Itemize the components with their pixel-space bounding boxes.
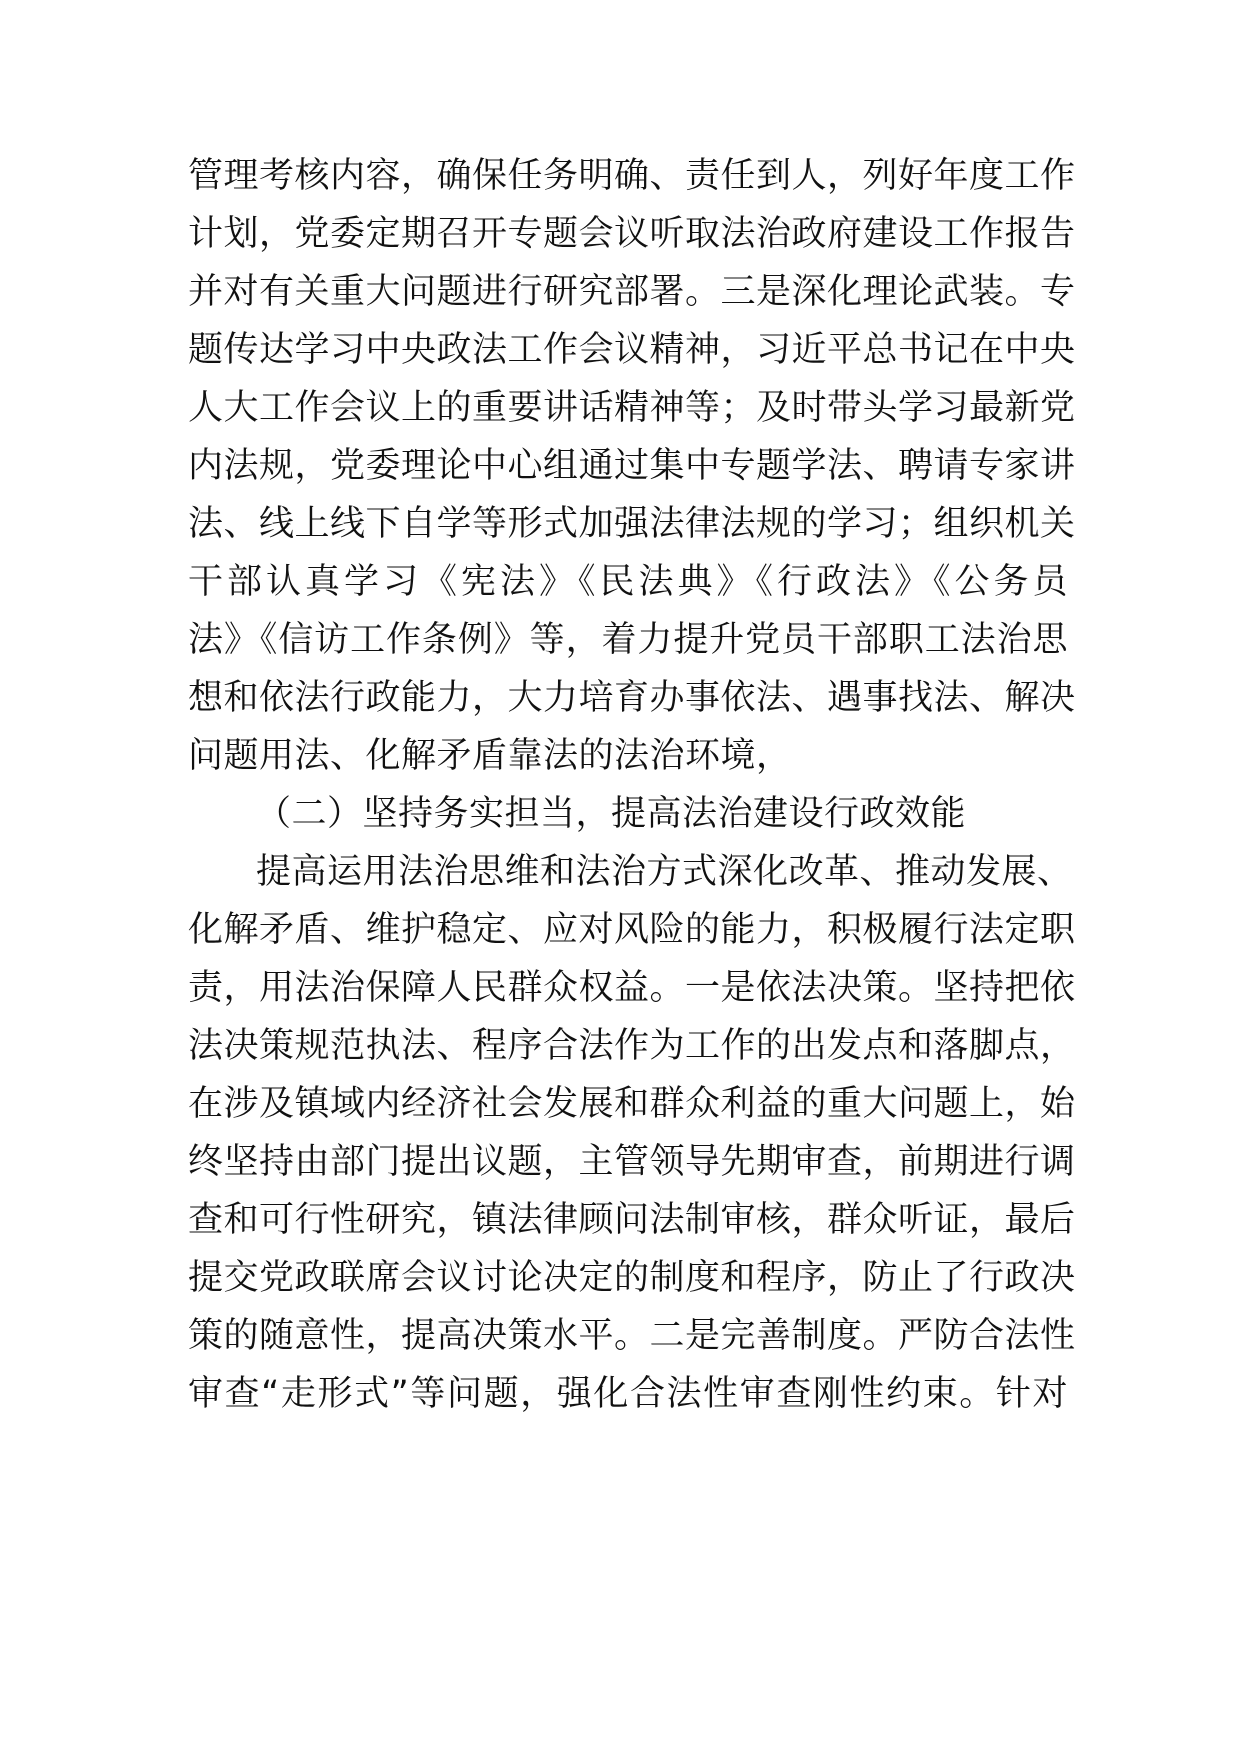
paragraph-first-line: 提高运用法治思维和法治方式深化改革、推动发展、: [256, 852, 1073, 892]
body-text-line: 责，用法治保障人民群众权益。一是依法决策。坚持把依: [188, 968, 1076, 1008]
body-text-line: 法》《信访工作条例》等，着力提升党员干部职工法治思: [188, 620, 1068, 660]
body-text-line: 计划，党委定期召开专题会议听取法治政府建设工作报告: [188, 214, 1076, 254]
body-text-line: 审查“走形式”等问题，强化合法性审查刚性约束。针对: [188, 1374, 1068, 1414]
body-text-line: 干部认真学习《宪法》《民法典》《行政法》《公务员: [188, 562, 1068, 602]
body-text-line: 查和可行性研究，镇法律顾问法制审核，群众听证，最后: [188, 1200, 1076, 1240]
body-text-line: 并对有关重大问题进行研究部署。三是深化理论武装。专: [188, 272, 1076, 312]
body-text-line: 想和依法行政能力，大力培育办事依法、遇事找法、解决: [188, 678, 1076, 718]
body-text-line: 终坚持由部门提出议题，主管领导先期审查，前期进行调: [188, 1142, 1076, 1182]
body-text-line: 化解矛盾、维护稳定、应对风险的能力，积极履行法定职: [188, 910, 1076, 950]
body-text-line: 策的随意性，提高决策水平。二是完善制度。严防合法性: [188, 1316, 1076, 1356]
section-heading: （二）坚持务实担当，提高法治建设行政效能: [256, 794, 967, 834]
body-text-line: 题传达学习中央政法工作会议精神，习近平总书记在中央: [188, 330, 1076, 370]
body-text-line: 人大工作会议上的重要讲话精神等；及时带头学习最新党: [188, 388, 1076, 428]
body-text-line: 法、线上线下自学等形式加强法律法规的学习；组织机关: [188, 504, 1076, 544]
body-text-line: 提交党政联席会议讨论决定的制度和程序，防止了行政决: [188, 1258, 1076, 1298]
body-text-line: 内法规，党委理论中心组通过集中专题学法、聘请专家讲: [188, 446, 1076, 486]
body-text-line: 管理考核内容，确保任务明确、责任到人，列好年度工作: [188, 156, 1076, 196]
body-text-line: 问题用法、化解矛盾靠法的法治环境，: [188, 736, 792, 776]
body-text-line: 法决策规范执法、程序合法作为工作的出发点和落脚点，: [188, 1026, 1076, 1066]
body-text-line: 在涉及镇域内经济社会发展和群众利益的重大问题上，始: [188, 1084, 1076, 1124]
